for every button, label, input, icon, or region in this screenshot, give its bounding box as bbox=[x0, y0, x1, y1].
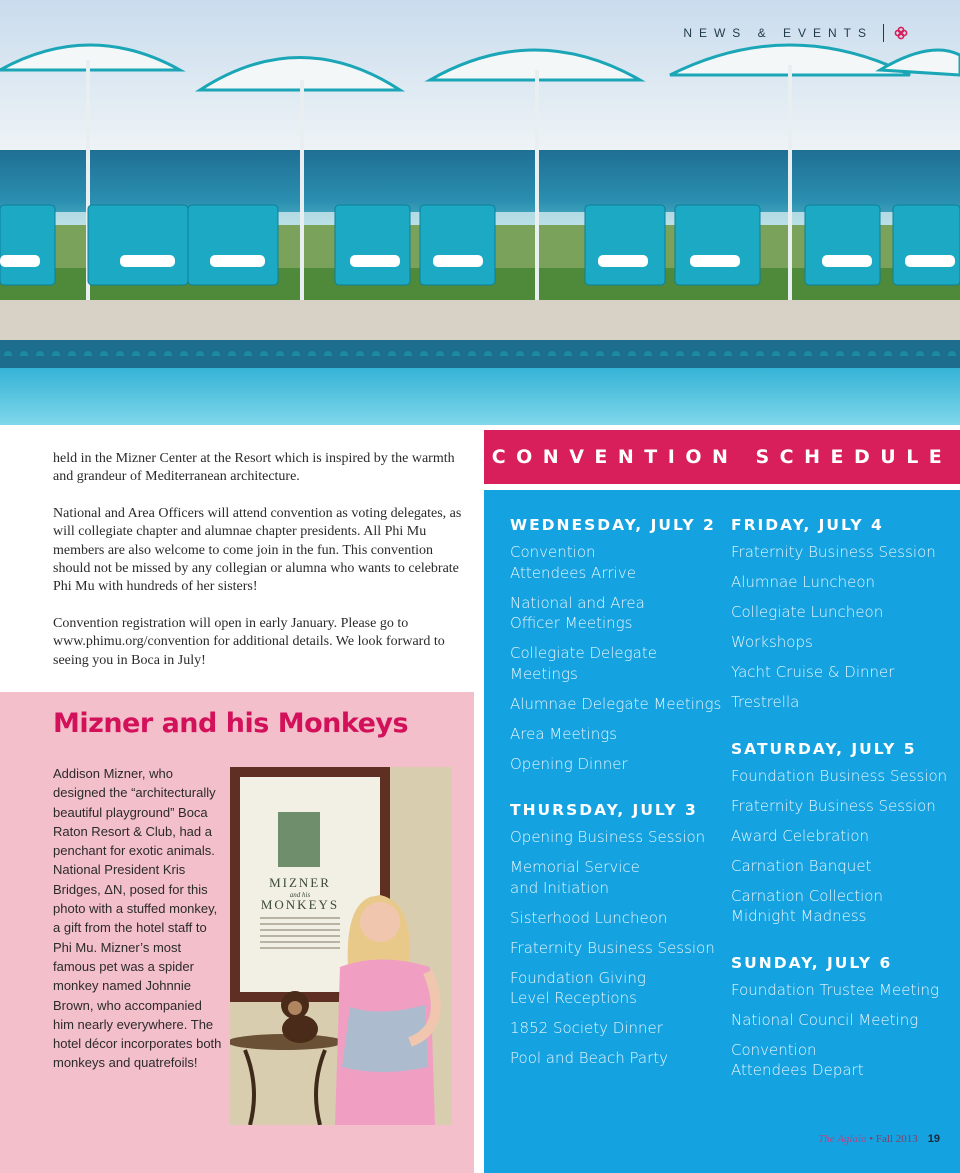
day-heading: WEDNESDAY, JULY 2 bbox=[510, 516, 716, 534]
event-item: Alumnae Luncheon bbox=[731, 573, 876, 591]
schedule-column-left bbox=[510, 516, 730, 1078]
schedule-title: CONVENTION SCHEDULE bbox=[491, 446, 953, 468]
event-item: Convention Attendees Arrive bbox=[510, 543, 636, 582]
event-item: Collegiate Luncheon bbox=[731, 603, 884, 621]
article-paragraph: held in the Mizner Center at the Resort which is inspired by the warmth and grandeur of Mediterranean architecture. bbox=[53, 451, 455, 485]
schedule-header bbox=[484, 430, 960, 484]
day-heading: SUNDAY, JULY 6 bbox=[731, 953, 893, 972]
event-item: Sisterhood Luncheon bbox=[510, 908, 668, 927]
event-item: Convention Attendees Depart bbox=[731, 1040, 864, 1079]
magazine-name: The Aglaia bbox=[818, 1133, 867, 1145]
schedule-body bbox=[484, 490, 960, 1173]
day-heading: SATURDAY, JULY 5 bbox=[731, 739, 917, 758]
day-heading: THURSDAY, JULY 3 bbox=[510, 801, 698, 819]
day-heading: FRIDAY, JULY 4 bbox=[731, 516, 884, 534]
page-footer bbox=[818, 1133, 940, 1145]
section-tag bbox=[683, 24, 908, 42]
event-item: Carnation Banquet bbox=[731, 856, 872, 875]
event-item: Opening Dinner bbox=[510, 754, 628, 773]
sidebar-caption: Addison Mizner, who designed the “architecturally beautiful playground” Boca Raton Resort & Club, had a penchant for exotic animals. National President Kris Bridges, ΔN, posed for this photo with a stuffed monkey, a gift from the hotel staff to Phi Mu. Mizner’s most famous pet was a spider monkey named Johnnie Brown, who accompanied him nearly everywhere. The hotel décor incorporates both monkeys and quatrefoils! bbox=[53, 766, 222, 1071]
hero-photo bbox=[0, 0, 960, 425]
event-item: National and Area Officer Meetings bbox=[510, 593, 645, 632]
event-item: Trestrella bbox=[731, 693, 800, 711]
event-item: Fraternity Business Session bbox=[510, 938, 715, 957]
event-item: National Council Meeting bbox=[731, 1010, 919, 1029]
section-tag-label: NEWS & EVENTS bbox=[683, 26, 873, 40]
event-item: Foundation Giving Level Receptions bbox=[510, 968, 646, 1007]
event-item: Yacht Cruise & Dinner bbox=[731, 663, 895, 681]
event-item: Opening Business Session bbox=[510, 828, 706, 846]
schedule-column-right bbox=[731, 516, 951, 1090]
article-body bbox=[53, 450, 473, 688]
event-item: 1852 Society Dinner bbox=[510, 1019, 663, 1037]
poster-title: MIZNER bbox=[269, 875, 331, 890]
sidebar-title: Mizner and his Monkeys bbox=[53, 708, 409, 739]
article-paragraph: Convention registration will open in early January. Please go to www.phimu.org/convention for additional details. We look forward to seeing you in Boca in July! bbox=[53, 615, 445, 668]
event-item: Memorial Service and Initiation bbox=[510, 858, 640, 897]
page-number: 19 bbox=[927, 1133, 940, 1145]
event-item: Foundation Business Session bbox=[731, 766, 948, 785]
event-item: Collegiate Delegate Meetings bbox=[510, 644, 657, 683]
poster-subtitle: MONKEYS bbox=[260, 897, 340, 912]
event-item: Carnation Collection Midnight Madness bbox=[731, 886, 883, 925]
event-item: Alumnae Delegate Meetings bbox=[510, 694, 722, 713]
event-item: Fraternity Business Session bbox=[731, 543, 936, 561]
monkey-photo bbox=[230, 767, 452, 1125]
event-item: Fraternity Business Session bbox=[731, 796, 936, 815]
event-item: Workshops bbox=[731, 633, 813, 651]
article-paragraph: National and Area Officers will attend convention as voting delegates, as will collegiate chapter and alumnae chapter presidents. All Phi Mu members are also welcome to come join in the fun. This convention should not be missed by any collegian or alumna who wants to celebrate Phi Mu with hundreds of her sisters! bbox=[53, 505, 462, 595]
event-item: Foundation Trustee Meeting bbox=[731, 980, 940, 999]
section-tag-divider bbox=[883, 24, 884, 42]
event-item: Award Celebration bbox=[731, 826, 870, 845]
issue-label: • Fall 2013 bbox=[866, 1133, 918, 1145]
poster-and: and his bbox=[289, 891, 311, 899]
event-item: Area Meetings bbox=[510, 724, 618, 743]
quatrefoil-icon bbox=[894, 26, 908, 40]
event-item: Pool and Beach Party bbox=[510, 1049, 669, 1067]
sidebar-box bbox=[0, 692, 474, 1173]
